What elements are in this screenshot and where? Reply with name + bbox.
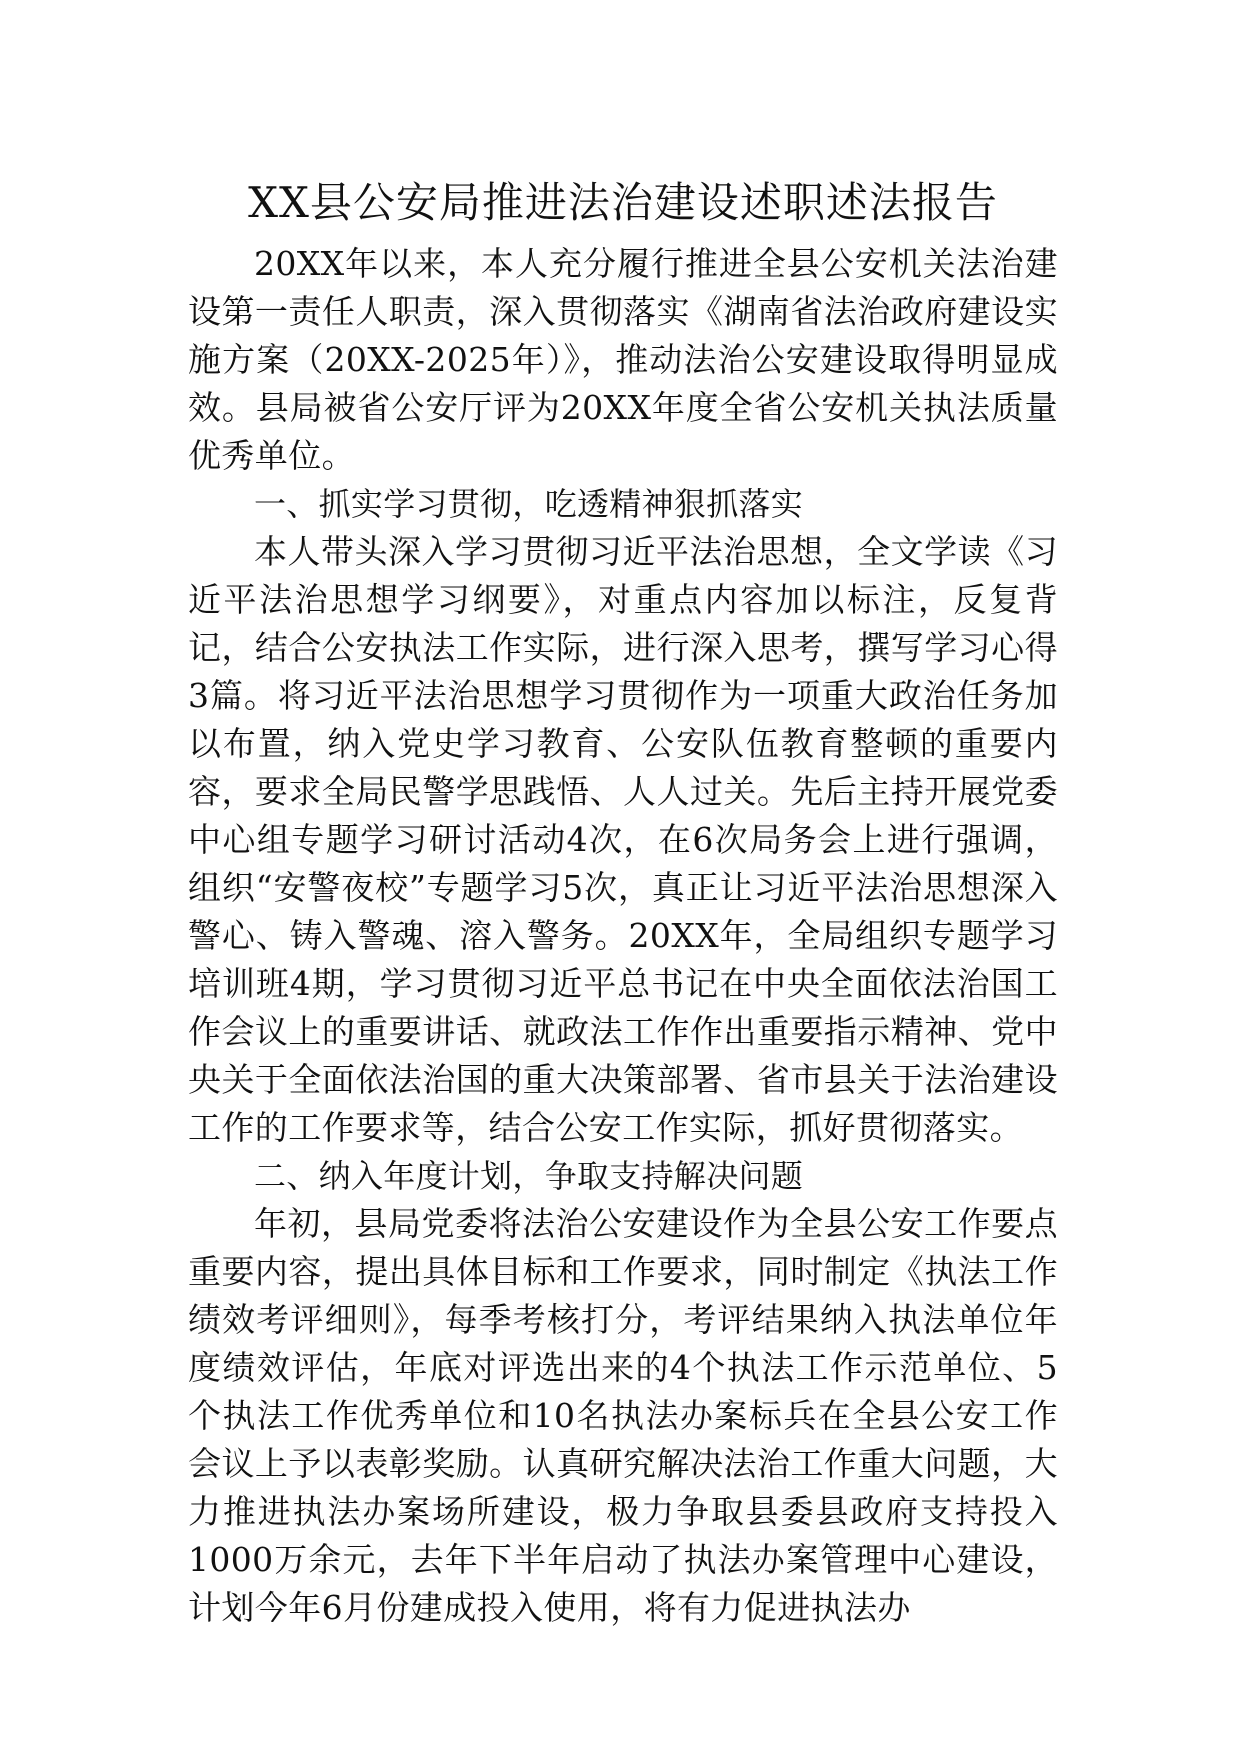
section-2-heading: 二、纳入年度计划，争取支持解决问题 [254,1157,804,1195]
intro-paragraph: 20XX年以来，本人充分履行推进全县公安机关法治建设第一责任人职责，深入贯彻落实《湖南省法治政府建设实施方案（20XX-2025年）》，推动法治公安建设取得明显成效。县局被省公安厅评为20XX年度全省公安机关执法质量优秀单位。 [188,244,1058,475]
document-page [188,168,1058,1632]
section-1-heading: 一、抓实学习贯彻，吃透精神狠抓落实 [254,485,804,523]
section-1-body: 本人带头深入学习贯彻习近平法治思想，全文学读《习近平法治思想学习纲要》，对重点内容加以标注，反复背记，结合公安执法工作实际，进行深入思考，撰写学习心得3篇。将习近平法治思想学习贯彻作为一项重大政治任务加以布置，纳入党史学习教育、公安队伍教育整顿的重要内容，要求全局民警学思践悟、人人过关。先后主持开展党委中心组专题学习研讨活动4次，在6次局务会上进行强调，组织“安警夜校”专题学习5次，真正让习近平法治思想深入警心、铸入警魂、溶入警务。20XX年，全局组织专题学习培训班4期，学习贯彻习近平总书记在中央全面依法治国工作会议上的重要讲话、就政法工作作出重要指示精神、党中央关于全面依法治国的重大决策部署、省市县关于法治建设工作的工作要求等，结合公安工作实际，抓好贯彻落实。 [188,532,1058,1147]
document-title: XX县公安局推进法治建设述职述法报告 [248,178,998,227]
section-2-body: 年初，县局党委将法治公安建设作为全县公安工作要点重要内容，提出具体目标和工作要求，同时制定《执法工作绩效考评细则》，每季考核打分，考评结果纳入执法单位年度绩效评估，年底对评选出来的4个执法工作示范单位、5个执法工作优秀单位和10名执法办案标兵在全县公安工作会议上予以表彰奖励。认真研究解决法治工作重大问题，大力推进执法办案场所建设，极力争取县委县政府支持投入1000万余元，去年下半年启动了执法办案管理中心建设，计划今年6月份建成投入使用，将有力促进执法办 [188,1204,1058,1627]
